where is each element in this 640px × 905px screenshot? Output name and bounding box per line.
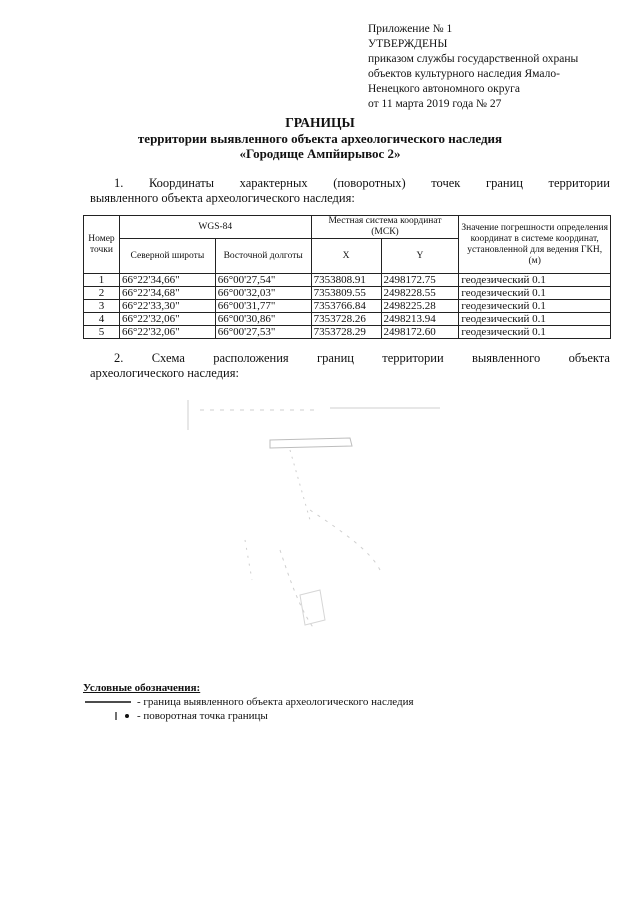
scheme-faint-line — [290, 450, 310, 520]
latitude: 66°22'34,68" — [119, 287, 215, 300]
appendix-number: Приложение № 1 — [368, 23, 453, 35]
word: выявленного — [471, 351, 541, 365]
word: Координаты — [148, 176, 215, 190]
scheme-faint-line — [280, 550, 315, 630]
y-coordinate: 2498213.94 — [381, 313, 459, 326]
x-coordinate: 7353809.55 — [311, 287, 381, 300]
y-coordinate: 2498172.75 — [381, 274, 459, 287]
header-error-value: Значение погрешности определения координат в системе координат, установленной для ведения ГКН, (м) — [459, 216, 611, 274]
word: границ — [485, 176, 523, 190]
word: 1. — [114, 176, 124, 190]
header-point-number: Номер точки — [84, 216, 120, 274]
legend — [83, 681, 503, 723]
word: характерных — [239, 176, 308, 190]
latitude: 66°22'34,66" — [119, 274, 215, 287]
error-value: геодезический 0.1 — [459, 287, 611, 300]
table-row — [84, 287, 611, 300]
latitude: 66°22'32,06" — [119, 326, 215, 339]
legend-boundary-label: - граница выявленного объекта археологического наследия — [137, 696, 414, 708]
word: территории — [548, 176, 610, 190]
point-number: 5 — [84, 326, 120, 339]
section-1-first-line — [90, 176, 610, 191]
order-line-3: Ненецкого автономного округа — [368, 83, 520, 95]
title-sub-1: территории выявленного объекта археологического наследия — [137, 131, 503, 146]
section-2-second-line: археологического наследия: — [90, 366, 239, 380]
y-coordinate: 2498228.55 — [381, 287, 459, 300]
word: (поворотных) — [333, 176, 406, 190]
scheme-faint-line — [310, 510, 380, 570]
boundary-scheme-map — [140, 380, 480, 650]
section-2-heading — [90, 351, 610, 381]
longitude: 66°00'32,03" — [215, 287, 311, 300]
latitude: 66°22'32,06" — [119, 313, 215, 326]
order-line-1: приказом службы государственной охраны — [368, 53, 579, 65]
x-coordinate: 7353728.29 — [311, 326, 381, 339]
point-number: 2 — [84, 287, 120, 300]
scheme-faint-line — [245, 540, 252, 580]
legend-point-row — [83, 709, 503, 723]
header-x: X — [311, 239, 381, 274]
x-coordinate: 7353728.26 — [311, 313, 381, 326]
error-value: геодезический 0.1 — [459, 300, 611, 313]
error-value: геодезический 0.1 — [459, 313, 611, 326]
word: объекта — [568, 351, 610, 365]
word: расположения — [213, 351, 289, 365]
section-2-first-line — [90, 351, 610, 366]
legend-point-label: - поворотная точка границы — [137, 710, 268, 722]
longitude: 66°00'27,53" — [215, 326, 311, 339]
error-value: геодезический 0.1 — [459, 326, 611, 339]
section-1-heading — [90, 176, 610, 206]
word: территории — [382, 351, 444, 365]
approved-label: УТВЕРЖДЕНЫ — [368, 38, 448, 50]
order-date: от 11 марта 2019 года № 27 — [368, 98, 502, 110]
table-row — [84, 326, 611, 339]
legend-boundary-row — [83, 695, 503, 709]
point-number: 1 — [84, 274, 120, 287]
y-coordinate: 2498172.60 — [381, 326, 459, 339]
header-latitude: Северной широты — [119, 239, 215, 274]
table-row — [84, 274, 611, 287]
word: Схема — [151, 351, 185, 365]
title-main: ГРАНИЦЫ — [285, 115, 355, 130]
turning-point-icon — [83, 711, 133, 721]
scheme-faint-shape — [300, 590, 325, 625]
word: границ — [316, 351, 354, 365]
boundary-line-icon — [83, 697, 133, 707]
document-title — [70, 115, 570, 161]
order-line-2: объектов культурного наследия Ямало- — [368, 68, 560, 80]
header-longitude: Восточной долготы — [215, 239, 311, 274]
longitude: 66°00'27,54" — [215, 274, 311, 287]
x-coordinate: 7353808.91 — [311, 274, 381, 287]
scheme-faint-shape — [270, 438, 352, 448]
legend-title: Условные обозначения: — [83, 682, 201, 694]
coordinates-table — [83, 215, 611, 339]
table-row — [84, 313, 611, 326]
latitude: 66°22'33,30" — [119, 300, 215, 313]
longitude: 66°00'30,86" — [215, 313, 311, 326]
word: 2. — [114, 351, 124, 365]
point-number: 3 — [84, 300, 120, 313]
approval-block — [368, 22, 618, 112]
header-local-system: Местная система координат (МСК) — [311, 216, 459, 239]
word: точек — [431, 176, 461, 190]
error-value: геодезический 0.1 — [459, 274, 611, 287]
x-coordinate: 7353766.84 — [311, 300, 381, 313]
table-header-row — [84, 216, 611, 239]
header-wgs84: WGS-84 — [119, 216, 311, 239]
header-y: Y — [381, 239, 459, 274]
y-coordinate: 2498225.28 — [381, 300, 459, 313]
table-row — [84, 300, 611, 313]
title-sub-2: «Городище Ампйирывос 2» — [239, 146, 401, 161]
longitude: 66°00'31,77" — [215, 300, 311, 313]
point-number: 4 — [84, 313, 120, 326]
section-1-second-line: выявленного объекта археологического наследия: — [90, 191, 355, 205]
